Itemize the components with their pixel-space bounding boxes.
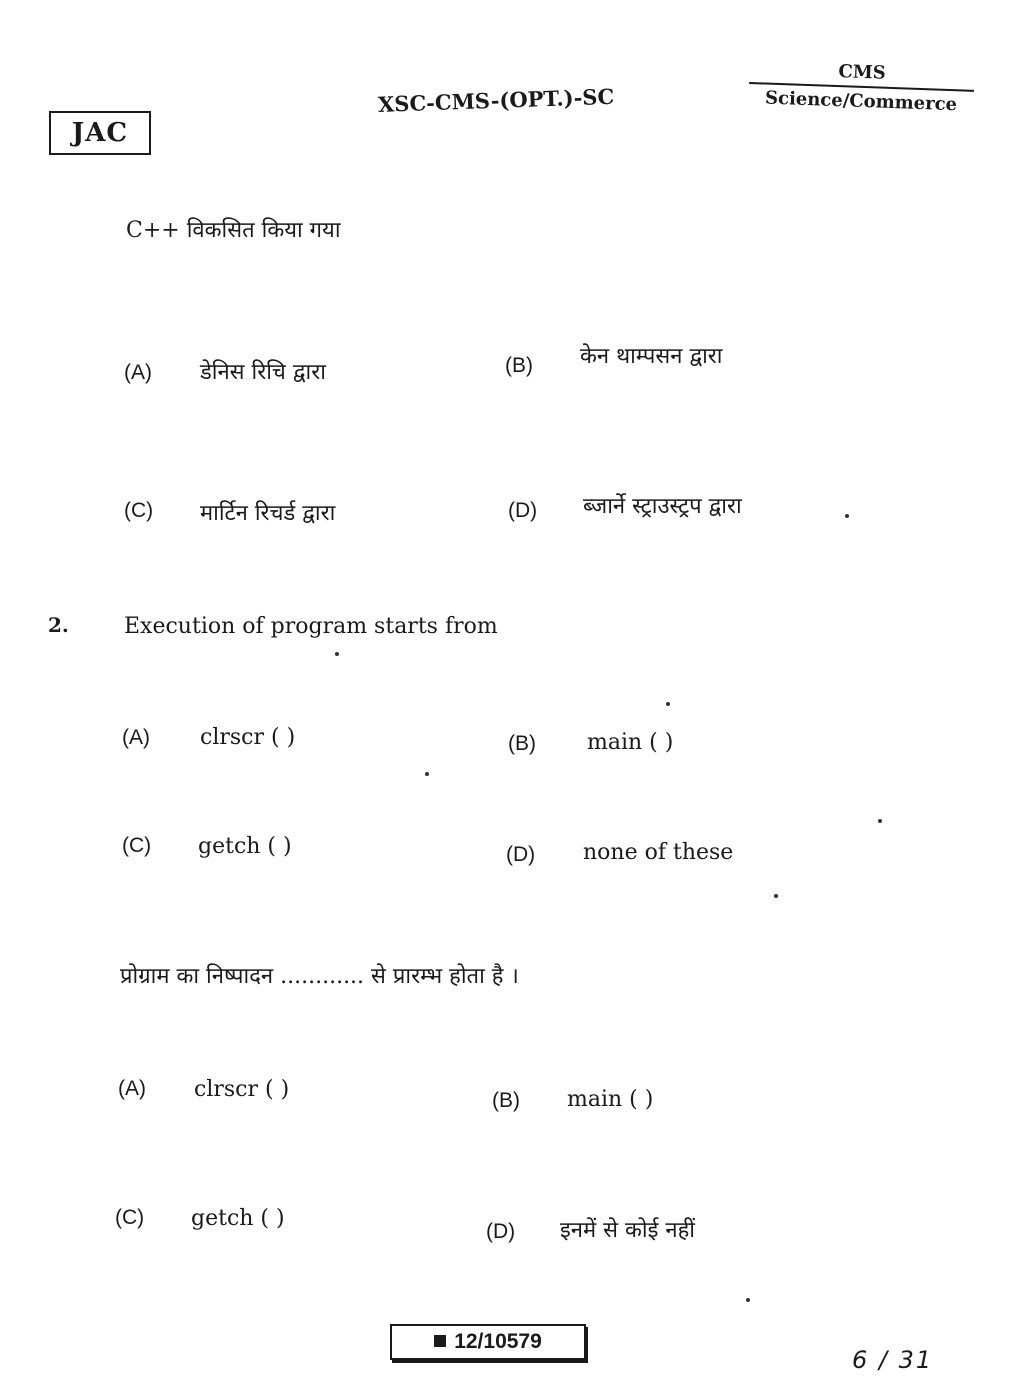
q2h-option-b-text: main ( )	[567, 1087, 654, 1112]
square-bullet-icon	[434, 1335, 446, 1347]
subject-block	[748, 58, 975, 117]
q2-option-a-text: clrscr ( )	[200, 725, 296, 750]
q2-option-d-label: (D)	[506, 843, 536, 866]
q1-option-d-label: (D)	[508, 499, 538, 522]
q2-option-b-label: (B)	[508, 732, 536, 755]
q2-option-c-label: (C)	[122, 834, 152, 857]
roll-code: 12/10579	[454, 1330, 542, 1353]
subject-stream: Science/Commerce	[764, 87, 958, 116]
q1-option-c-text: मार्टिन रिचर्ड द्वारा	[200, 501, 336, 526]
q2h-option-c-label: (C)	[115, 1206, 145, 1229]
q2h-option-b-label: (B)	[492, 1089, 520, 1112]
q1-option-c-label: (C)	[124, 499, 154, 522]
scan-speck	[746, 1298, 750, 1302]
q2-option-b-text: main ( )	[587, 730, 674, 755]
scan-speck	[425, 772, 429, 776]
q1-option-a-label: (A)	[124, 361, 152, 384]
q2-option-c-text: getch ( )	[198, 834, 292, 859]
paper-code: XSC-CMS-(OPT.)-SC	[377, 83, 615, 117]
q2h-option-d-text: इनमें से कोई नहीं	[560, 1218, 696, 1243]
q2h-option-d-label: (D)	[486, 1220, 516, 1243]
q1-option-b-label: (B)	[505, 354, 533, 377]
q1-option-a-text: डेनिस रिचि द्वारा	[200, 360, 326, 385]
q2h-option-c-text: getch ( )	[191, 1206, 285, 1231]
q2-option-a-label: (A)	[122, 726, 150, 749]
subject-code: CMS	[838, 61, 887, 84]
q2h-option-a-label: (A)	[118, 1077, 146, 1100]
scan-speck	[845, 514, 849, 518]
board-logo-box	[49, 111, 151, 155]
scan-speck	[774, 894, 778, 898]
question-2-hindi-text: प्रोग्राम का निष्पादन ............ से प्रारम्भ होता है ।	[120, 964, 519, 989]
scan-speck	[335, 652, 339, 656]
page-indicator: 6 / 31	[852, 1346, 934, 1374]
question-2-number: 2.	[48, 613, 69, 637]
board-name: JAC	[71, 118, 129, 148]
q1-option-d-text: ब्जार्ने स्ट्राउस्ट्रप द्वारा	[583, 494, 742, 519]
roll-code-box	[390, 1324, 586, 1360]
q1-option-b-text: केन थाम्पसन द्वारा	[580, 344, 723, 369]
q2-option-d-text: none of these	[583, 840, 734, 865]
q2h-option-a-text: clrscr ( )	[194, 1077, 290, 1102]
scan-speck	[878, 819, 882, 823]
question-2-text: Execution of program starts from	[124, 614, 498, 639]
scan-speck	[666, 702, 670, 706]
question-1-text: C++ विकसित किया गया	[126, 218, 341, 243]
